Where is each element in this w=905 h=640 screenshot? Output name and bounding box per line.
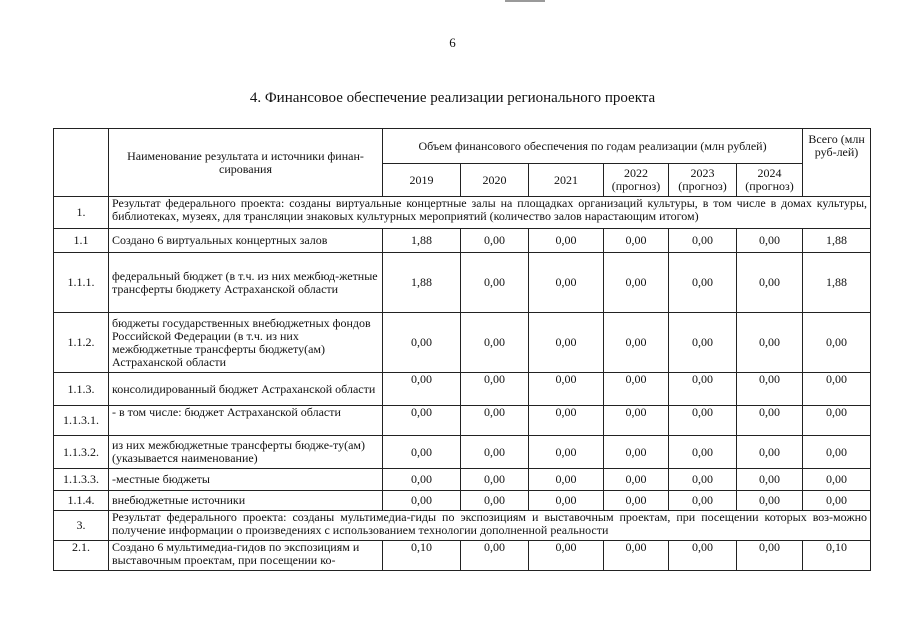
value-2023: 0,00 bbox=[669, 253, 737, 313]
value-total: 1,88 bbox=[803, 229, 871, 253]
value-2022: 0,00 bbox=[604, 491, 669, 511]
value-2024: 0,00 bbox=[737, 406, 803, 436]
header-year: 2020 bbox=[461, 164, 529, 197]
value-2020: 0,00 bbox=[461, 436, 529, 469]
table-row bbox=[54, 229, 871, 253]
row-name: федеральный бюджет (в т.ч. из них межбюд-жетные трансферты бюджету Астраханской области bbox=[109, 253, 383, 313]
value-2019: 0,00 bbox=[383, 436, 461, 469]
value-2023: 0,00 bbox=[669, 436, 737, 469]
value-total: 1,88 bbox=[803, 253, 871, 313]
scan-artifact bbox=[505, 0, 545, 2]
value-2021: 0,00 bbox=[529, 491, 604, 511]
row-name: бюджеты государственных внебюджетных фондов Российской Федерации (в т.ч. из них межбюджетные трансферты бюджету(ам) Астраханской области bbox=[109, 313, 383, 373]
row-number: 1.1.1. bbox=[54, 253, 109, 313]
header-num-cell bbox=[54, 129, 109, 197]
page-number: 6 bbox=[449, 35, 456, 50]
section-title: 4. Финансовое обеспечение реализации регионального проекта bbox=[249, 90, 656, 106]
section-row bbox=[54, 197, 871, 229]
table-row bbox=[54, 313, 871, 373]
value-2021: 0,00 bbox=[529, 373, 604, 406]
value-2023: 0,00 bbox=[669, 406, 737, 436]
header-year: 2022 (прогноз) bbox=[604, 164, 669, 197]
row-name: внебюджетные источники bbox=[109, 491, 383, 511]
value-total: 0,00 bbox=[803, 436, 871, 469]
value-2019: 0,10 bbox=[383, 541, 461, 571]
value-total: 0,00 bbox=[803, 313, 871, 373]
value-2021: 0,00 bbox=[529, 469, 604, 491]
value-2019: 0,00 bbox=[383, 491, 461, 511]
value-2021: 0,00 bbox=[529, 541, 604, 571]
value-2019: 0,00 bbox=[383, 406, 461, 436]
value-2019: 1,88 bbox=[383, 229, 461, 253]
value-total: 0,00 bbox=[803, 373, 871, 406]
row-number: 1.1.3.1. bbox=[54, 406, 109, 436]
header-year: 2024 (прогноз) bbox=[737, 164, 803, 197]
value-2022: 0,00 bbox=[604, 406, 669, 436]
value-2024: 0,00 bbox=[737, 491, 803, 511]
value-2024: 0,00 bbox=[737, 313, 803, 373]
row-number: 3. bbox=[54, 511, 109, 541]
value-2024: 0,00 bbox=[737, 229, 803, 253]
header-year: 2021 bbox=[529, 164, 604, 197]
value-2022: 0,00 bbox=[604, 436, 669, 469]
value-2021: 0,00 bbox=[529, 313, 604, 373]
row-name: Создано 6 мультимедиа-гидов по экспозициям и выставочным проектам, при посещении ко- bbox=[109, 541, 383, 571]
row-number: 1.1.4. bbox=[54, 491, 109, 511]
section-row bbox=[54, 511, 871, 541]
value-2019: 0,00 bbox=[383, 373, 461, 406]
value-2022: 0,00 bbox=[604, 229, 669, 253]
value-2019: 0,00 bbox=[383, 313, 461, 373]
value-2020: 0,00 bbox=[461, 541, 529, 571]
value-2019: 0,00 bbox=[383, 469, 461, 491]
header-row-1 bbox=[54, 129, 871, 164]
row-number: 1.1.3.3. bbox=[54, 469, 109, 491]
value-2022: 0,00 bbox=[604, 313, 669, 373]
header-years-group: Объем финансового обеспечения по годам реализации (млн рублей) bbox=[383, 129, 803, 164]
row-number: 1.1.3.2. bbox=[54, 436, 109, 469]
value-total: 0,00 bbox=[803, 406, 871, 436]
header-total: Всего (млн руб-лей) bbox=[803, 129, 871, 197]
row-number: 2.1. bbox=[54, 541, 109, 571]
header-year: 2023 (прогноз) bbox=[669, 164, 737, 197]
value-total: 0,10 bbox=[803, 541, 871, 571]
value-2021: 0,00 bbox=[529, 229, 604, 253]
table-row bbox=[54, 436, 871, 469]
section-text: Результат федерального проекта: созданы виртуальные концертные залы на площадках организаций культуры, в том числе в домах культуры, библиотеках, музеях, для трансляции знаковых культурных мероприятий (количество залов нарастающим итогом) bbox=[109, 197, 871, 229]
value-2020: 0,00 bbox=[461, 406, 529, 436]
row-number: 1.1.3. bbox=[54, 373, 109, 406]
value-2024: 0,00 bbox=[737, 253, 803, 313]
row-name: Создано 6 виртуальных концертных залов bbox=[109, 229, 383, 253]
value-2020: 0,00 bbox=[461, 469, 529, 491]
row-number: 1.1 bbox=[54, 229, 109, 253]
value-total: 0,00 bbox=[803, 469, 871, 491]
value-2022: 0,00 bbox=[604, 541, 669, 571]
value-2020: 0,00 bbox=[461, 229, 529, 253]
row-name: - в том числе: бюджет Астраханской области bbox=[109, 406, 383, 436]
value-2023: 0,00 bbox=[669, 491, 737, 511]
row-number: 1.1.2. bbox=[54, 313, 109, 373]
row-name: из них межбюджетные трансферты бюдже-ту(ам) (указывается наименование) bbox=[109, 436, 383, 469]
value-2020: 0,00 bbox=[461, 313, 529, 373]
table-row bbox=[54, 469, 871, 491]
value-2024: 0,00 bbox=[737, 469, 803, 491]
value-2023: 0,00 bbox=[669, 469, 737, 491]
value-2023: 0,00 bbox=[669, 229, 737, 253]
value-2024: 0,00 bbox=[737, 541, 803, 571]
table-row bbox=[54, 491, 871, 511]
row-number: 1. bbox=[54, 197, 109, 229]
table-row bbox=[54, 541, 871, 571]
row-name: консолидированный бюджет Астраханской области bbox=[109, 373, 383, 406]
value-2023: 0,00 bbox=[669, 541, 737, 571]
value-2020: 0,00 bbox=[461, 491, 529, 511]
value-2020: 0,00 bbox=[461, 373, 529, 406]
table-row bbox=[54, 253, 871, 313]
value-2019: 1,88 bbox=[383, 253, 461, 313]
value-2024: 0,00 bbox=[737, 436, 803, 469]
header-year: 2019 bbox=[383, 164, 461, 197]
value-2020: 0,00 bbox=[461, 253, 529, 313]
value-2023: 0,00 bbox=[669, 313, 737, 373]
value-2021: 0,00 bbox=[529, 406, 604, 436]
value-2022: 0,00 bbox=[604, 373, 669, 406]
section-text: Результат федерального проекта: созданы мультимедиа-гиды по экспозициям и выставочным проектам, при посещении которых воз-можно получение информации о произведениях с использованием технологии дополненной реальности bbox=[109, 511, 871, 541]
value-total: 0,00 bbox=[803, 491, 871, 511]
value-2021: 0,00 bbox=[529, 253, 604, 313]
value-2022: 0,00 bbox=[604, 469, 669, 491]
value-2021: 0,00 bbox=[529, 436, 604, 469]
table-row bbox=[54, 406, 871, 436]
row-name: -местные бюджеты bbox=[109, 469, 383, 491]
financing-table bbox=[53, 128, 871, 571]
value-2024: 0,00 bbox=[737, 373, 803, 406]
value-2023: 0,00 bbox=[669, 373, 737, 406]
table-row bbox=[54, 373, 871, 406]
value-2022: 0,00 bbox=[604, 253, 669, 313]
header-name-col: Наименование результата и источники финан-сирования bbox=[109, 129, 383, 197]
